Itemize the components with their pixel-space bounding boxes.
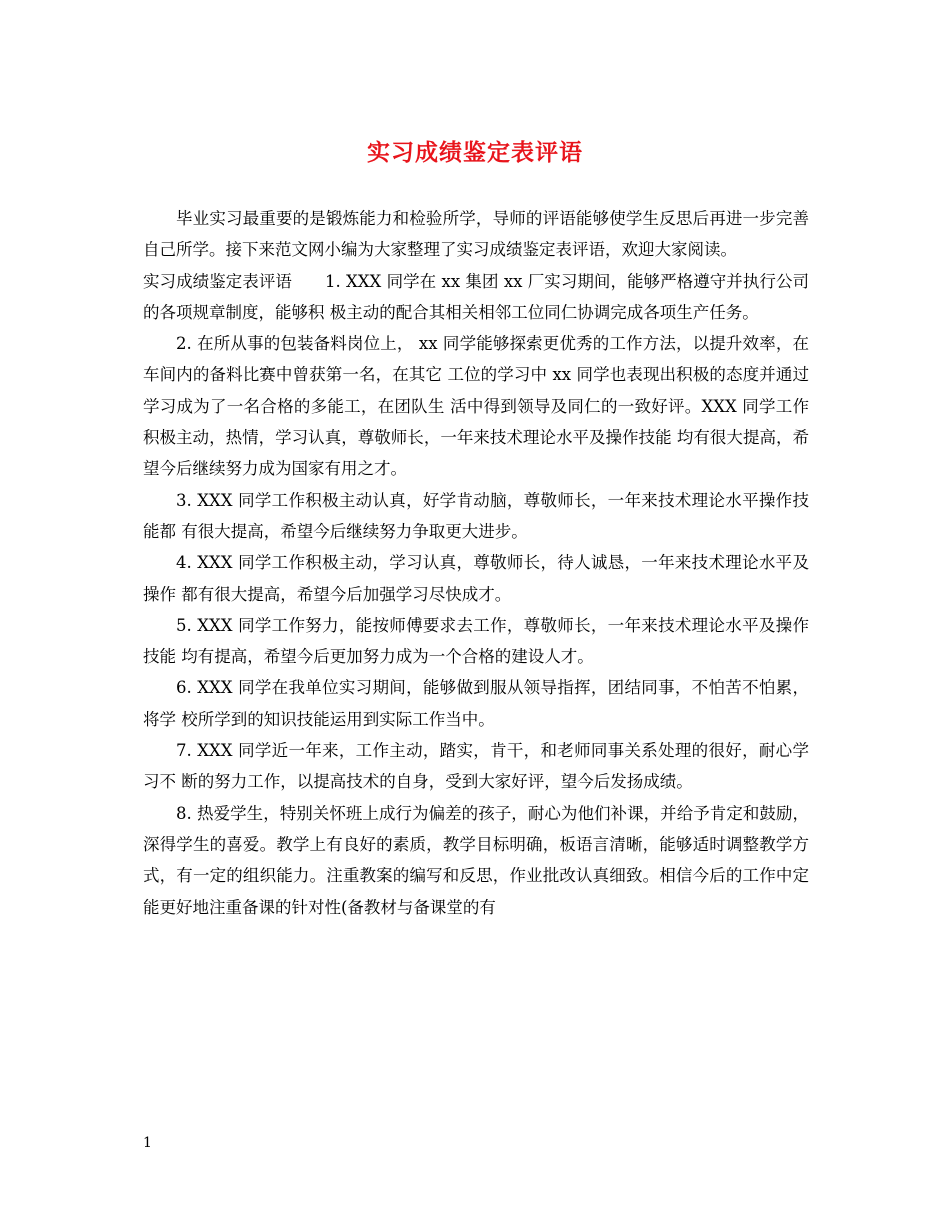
paragraph-8: 8. 热爱学生，特别关怀班上成行为偏差的孩子，耐心为他们补课，并给予肯定和鼓励，深得学生的喜爱。教学上有良好的素质，教学目标明确，板语言清晰，能够适时调整教学方式，有一定的组织能力。注重教案的编写和反思，作业批改认真细致。相信今后的工作中定能更好地注重备课的针对性(备教材与备课堂的有 (143, 803, 809, 917)
paragraph-6: 6. XXX 同学在我单位实习期间，能够做到服从领导指挥，团结同事，不怕苦不怕累，将学 校所学到的知识技能运用到实际工作当中。 (143, 678, 809, 729)
page-number: 1 (143, 1135, 152, 1151)
paragraph-1: 实习成绩鉴定表评语 1. XXX 同学在 xx 集团 xx 厂实习期间，能够严格遵守并执行公司的各项规章制度，能够积 极主动的配合其相关相邻工位同仁协调完成各项生产任务。 (143, 271, 809, 322)
document-body (143, 203, 809, 923)
intro-paragraph: 毕业实习最重要的是锻炼能力和检验所学，导师的评语能够使学生反思后再进一步完善自己所学。接下来范文网小编为大家整理了实习成绩鉴定表评语，欢迎大家阅读。 (143, 209, 809, 260)
paragraph-4: 4. XXX 同学工作积极主动，学习认真，尊敬师长，待人诚恳，一年来技术理论水平及操作 都有很大提高，希望今后加强学习尽快成才。 (143, 553, 809, 604)
paragraph-2: 2. 在所从事的包装备料岗位上， xx 同学能够探索更优秀的工作方法，以提升效率，在车间内的备料比赛中曾获第一名，在其它 工位的学习中 xx 同学也表现出积极的态度并通过学习成为了一名合格的多能工，在团队生 活中得到领导及同仁的一致好评。XXX 同学工作积极主动，热情，学习认真，尊敬师长，一年来技术理论水平及操作技能 均有很大提高，希望今后继续努力成为国家有用之才。 (143, 334, 809, 479)
paragraph-5: 5. XXX 同学工作努力，能按师傅要求去工作，尊敬师长，一年来技术理论水平及操作技能 均有提高，希望今后更加努力成为一个合格的建设人才。 (143, 615, 809, 667)
paragraph-7: 7. XXX 同学近一年来，工作主动，踏实，肯干，和老师同事关系处理的很好，耐心学习不 断的努力工作，以提高技术的自身，受到大家好评，望今后发扬成绩。 (143, 741, 809, 792)
paragraph-3: 3. XXX 同学工作积极主动认真，好学肯动脑，尊敬师长，一年来技术理论水平操作技能都 有很大提高，希望今后继续努力争取更大进步。 (143, 490, 809, 541)
document-title: 实习成绩鉴定表评语 (367, 139, 583, 166)
